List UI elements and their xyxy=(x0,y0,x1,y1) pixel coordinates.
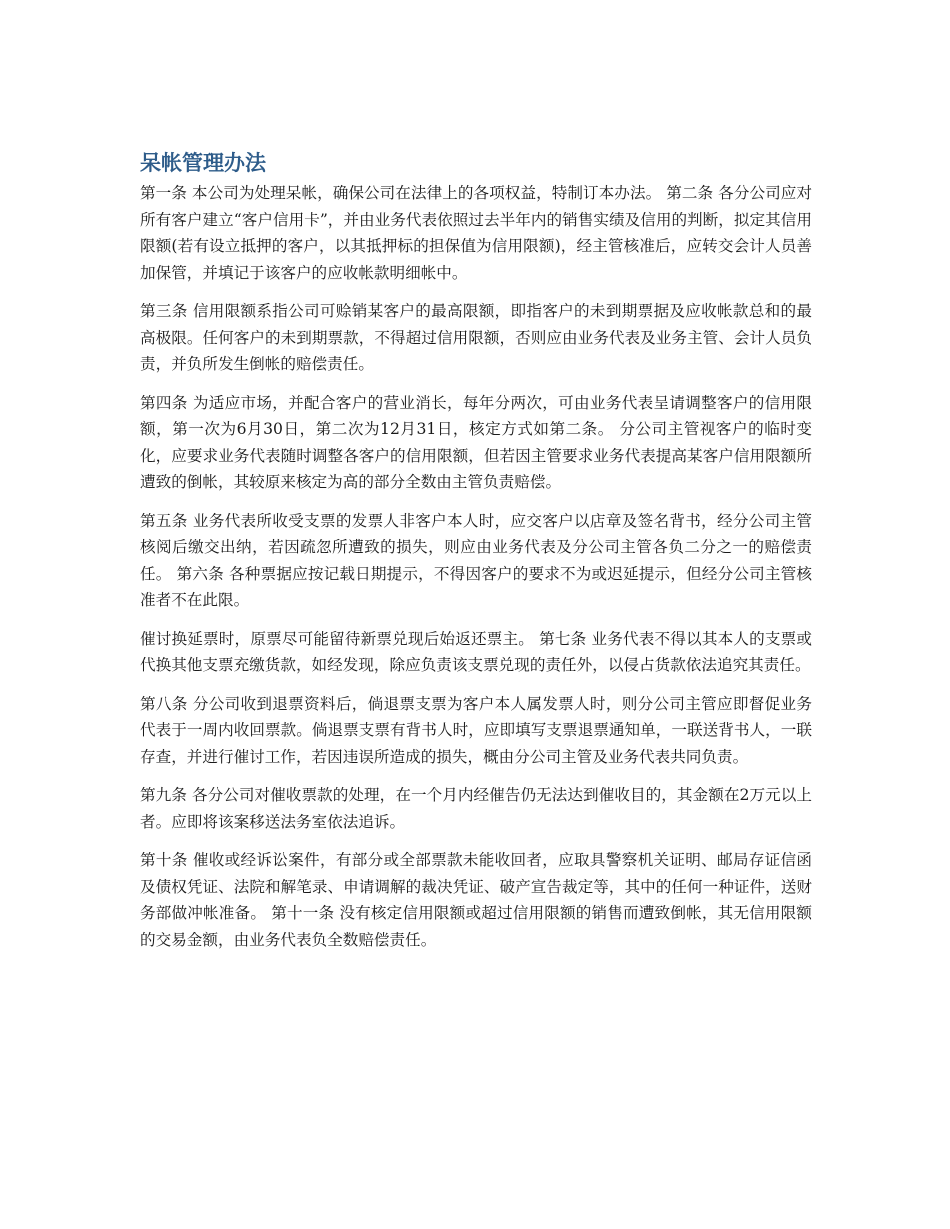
paragraph-article-8: 第八条 分公司收到退票资料后，倘退票支票为客户本人属发票人时，则分公司主管应即督促业务代表于一周内收回票款。倘退票支票有背书人时，应即填写支票退票通知单，一联送背书人，一联存查，并进行催讨工作，若因违误所造成的损失，概由分公司主管及业务代表共同负责。 xyxy=(140,694,812,766)
paragraph-article-1-2: 第一条 本公司为处理呆帐，确保公司在法律上的各项权益，特制订本办法。 第二条 各分公司应对所有客户建立“客户信用卡”，并由业务代表依照过去半年内的销售实绩及信用的判断，拟定其信用限额(若有设立抵押的客户，以其抵押标的担保值为信用限额)，经主管核准后，应转交会计人员善加保管，并填记于该客户的应收帐款明细帐中。 xyxy=(140,184,812,282)
paragraph-article-4: 第四条 为适应市场，并配合客户的营业消长，每年分两次，可由业务代表呈请调整客户的信用限额，第一次为6月30日，第二次为12月31日，核定方式如第二条。 分公司主管视客户的临时变化，应要求业务代表随时调整各客户的信用限额，但若因主管要求业务代表提高某客户信用限额所遭致的倒帐，其较原来核定为高的部分全数由主管负责赔偿。 xyxy=(140,393,812,491)
paragraph-article-3: 第三条 信用限额系指公司可赊销某客户的最高限额，即指客户的未到期票据及应收帐款总和的最高极限。任何客户的未到期票款，不得超过信用限额，否则应由业务代表及业务主管、会计人员负责，并负所发生倒帐的赔偿责任。 xyxy=(140,302,812,373)
document-page xyxy=(140,148,812,965)
paragraph-article-9: 第九条 各分公司对催收票款的处理，在一个月内经催告仍无法达到催收目的，其金额在2万元以上者。应即将该案移送法务室依法追诉。 xyxy=(140,786,812,831)
paragraph-article-5-6: 第五条 业务代表所收受支票的发票人非客户本人时，应交客户以店章及签名背书，经分公司主管核阅后缴交出纳，若因疏忽所遭致的损失，则应由业务代表及分公司主管各负二分之一的赔偿责任。 第六条 各种票据应按记载日期提示，不得因客户的要求不为或迟延提示，但经分公司主管核准者不在此限。 xyxy=(140,511,812,609)
document-title: 呆帐管理办法 xyxy=(140,151,266,175)
paragraph-article-7: 催讨换延票时，原票尽可能留待新票兑现后始返还票主。 第七条 业务代表不得以其本人的支票或代换其他支票充缴货款，如经发现，除应负责该支票兑现的责任外，以侵占货款依法追究其责任。 xyxy=(140,629,812,674)
paragraph-article-10-11: 第十条 催收或经诉讼案件，有部分或全部票款未能收回者，应取具警察机关证明、邮局存证信函及债权凭证、法院和解笔录、申请调解的裁决凭证、破产宣告裁定等，其中的任何一种证件，送财务部做冲帐准备。 第十一条 没有核定信用限额或超过信用限额的销售而遭致倒帐，其无信用限额的交易金额，由业务代表负全数赔偿责任。 xyxy=(140,851,812,949)
